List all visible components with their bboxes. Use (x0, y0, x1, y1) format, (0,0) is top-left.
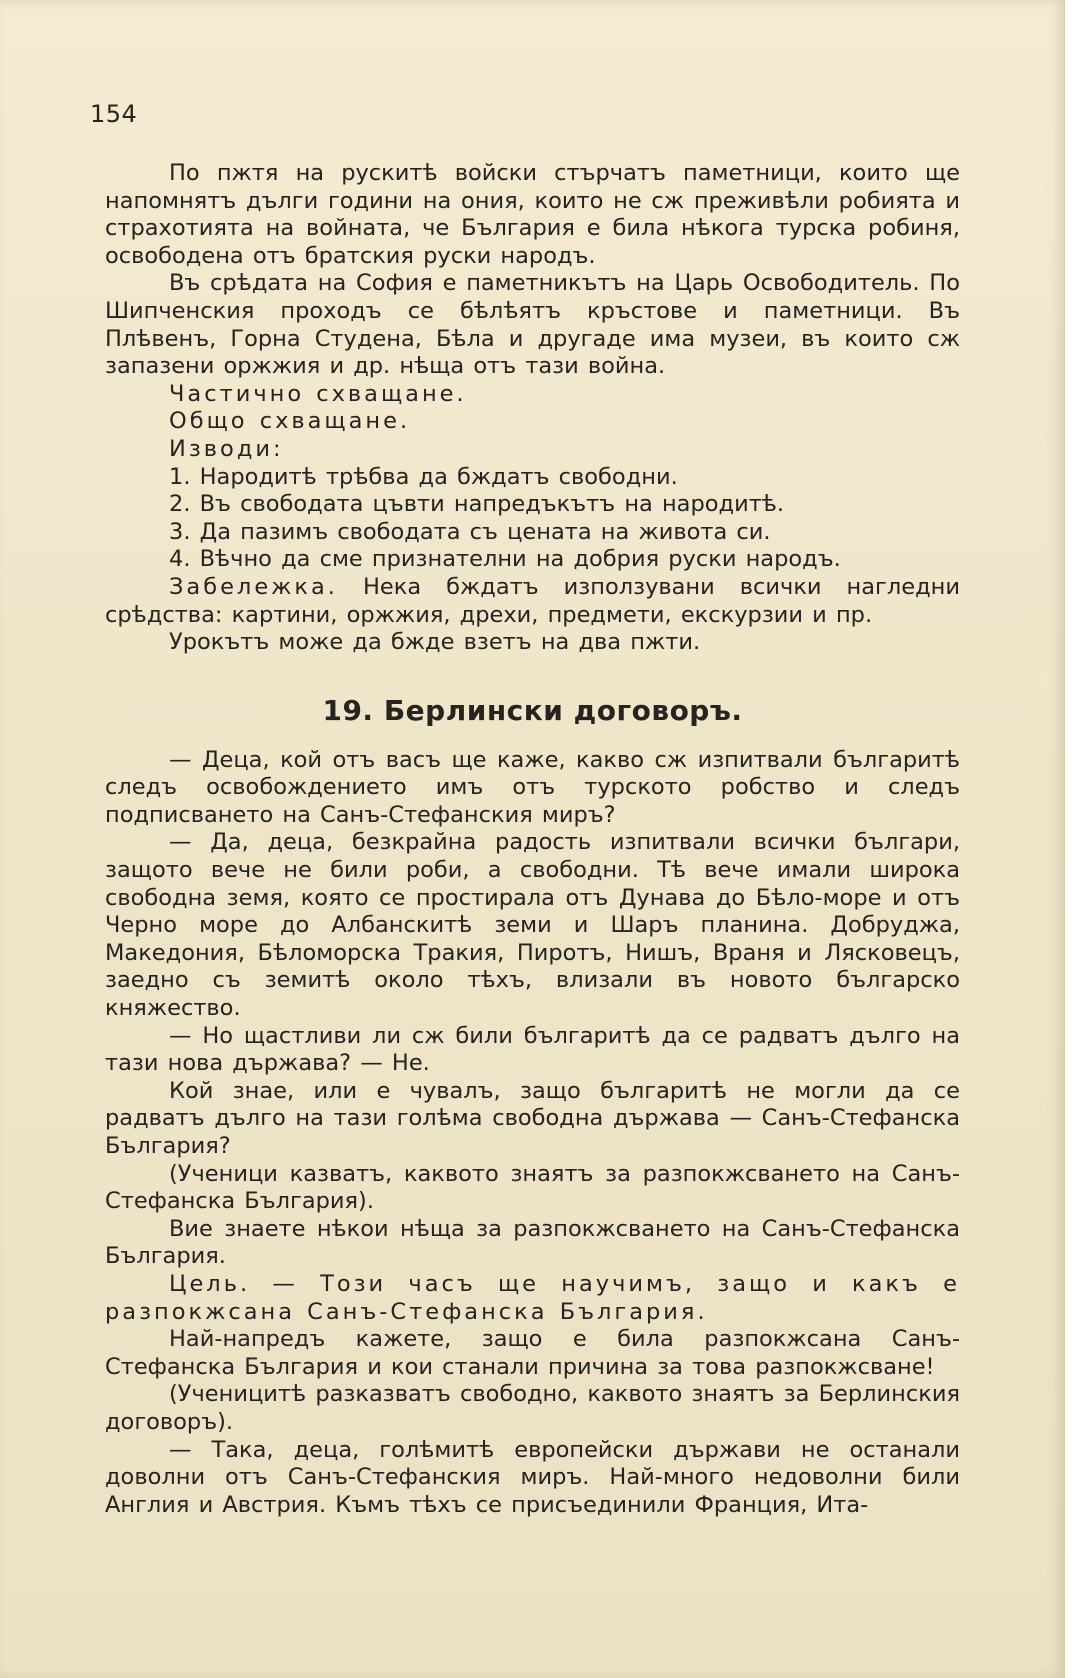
paragraph: Урокътъ може да бжде взетъ на два пжти. (169, 629, 701, 656)
conclusion-item: 1. Народитѣ трѣбва да бждатъ свободни. (169, 463, 678, 490)
paragraph: Най-напредъ кажете, защо е била разпокжсана Санъ-Стефанска България и кои станали причина за това разпокжсване! (105, 1326, 960, 1380)
paragraph: Въ срѣдата на София е паметникътъ на Царь Освободитель. По Шипченския проходъ се бѣлѣятъ кръстове и паметници. Въ Плѣвенъ, Горна Студена, Бѣла и другаде има музеи, въ които сж запазени оржжия и др. нѣща отъ тази война. (105, 270, 960, 380)
page-edge (1064, 0, 1080, 1678)
paragraph: — Така, деца, голѣмитѣ европейски държави не останали доволни отъ Санъ-Стефанския миръ. Най-много недоволни били Англия и Австрия. Къмъ тѣхъ се присъединили Франция, Ита- (105, 1436, 960, 1518)
note-label: Забележка. (169, 573, 338, 600)
general-understanding-heading: Общо схващане. (169, 408, 411, 435)
conclusion-item: 2. Въ свободата цъвти напредъкътъ на народитѣ. (169, 491, 785, 518)
aim-label: Цель. (169, 1270, 251, 1297)
note-paragraph (105, 574, 960, 629)
aim-paragraph (105, 1271, 960, 1326)
conclusions-list (105, 464, 960, 574)
conclusions-label: Изводи: (169, 435, 284, 462)
page-number: 154 (90, 100, 138, 128)
paragraph: Кой знае, или е чувалъ, защо българитѣ не могли да се радватъ дълго на тази голѣма свободна държава — Санъ-Стефанска България? (105, 1077, 960, 1159)
paragraph: — Деца, кой отъ васъ ще каже, какво сж изпитвали българитѣ следъ освобождението имъ отъ турското робство и следъ подписването на Санъ-Стефанския миръ? (105, 746, 960, 828)
paragraph: По пжтя на рускитѣ войски стърчатъ паметници, които ще напомнятъ дълги години на ония, които не сж преживѣли робията и страхотията на войната, че България е била нѣкога турска робиня, освободена отъ братския руски народъ. (105, 160, 960, 269)
partial-understanding-heading: Частично схващане. (169, 380, 467, 407)
conclusion-item: 4. Вѣчно да сме признателни на добрия руски народъ. (169, 546, 841, 573)
paragraph: (Ученицитѣ разказватъ свободно, каквото знаятъ за Берлинския договоръ). (105, 1381, 960, 1435)
page-content (105, 160, 960, 1519)
note-text: Нека бждатъ използувани всички нагледни срѣдства: картини, оржжия, дрехи, предмети, екскурзии и пр. (105, 573, 960, 628)
aim-text: — Този часъ ще научимъ, защо и какъ е разпокжсана Санъ-Стефанска България. (105, 1270, 960, 1325)
paragraph: (Ученици казватъ, каквото знаятъ за разпокжсването на Санъ-Стефанска България). (105, 1160, 960, 1215)
paragraph: — Да, деца, безкрайна радость изпитвали всички българи, защото вече не били роби, а свободни. Тѣ вече имали широка свободна земя, която се простирала отъ Дунава до Бѣло-море и отъ Черно море до Албанскитѣ земи и Шаръ планина. Добруджа, Македония, Бѣломорска Тракия, Пиротъ, Нишъ, Враня и Лясковецъ, заедно съ земитѣ около тѣхъ, влизали въ новото българско княжество. (105, 829, 960, 1022)
section-title: 19. Берлински договоръ. (322, 693, 743, 727)
paragraph: Вие знаете нѣкои нѣща за разпокжсването на Санъ-Стефанска България. (105, 1215, 960, 1270)
conclusion-item: 3. Да пазимъ свободата съ цената на живота си. (169, 518, 771, 545)
paragraph: — Но щастливи ли сж били българитѣ да се радватъ дълго на тази нова държава? — Не. (105, 1022, 960, 1077)
